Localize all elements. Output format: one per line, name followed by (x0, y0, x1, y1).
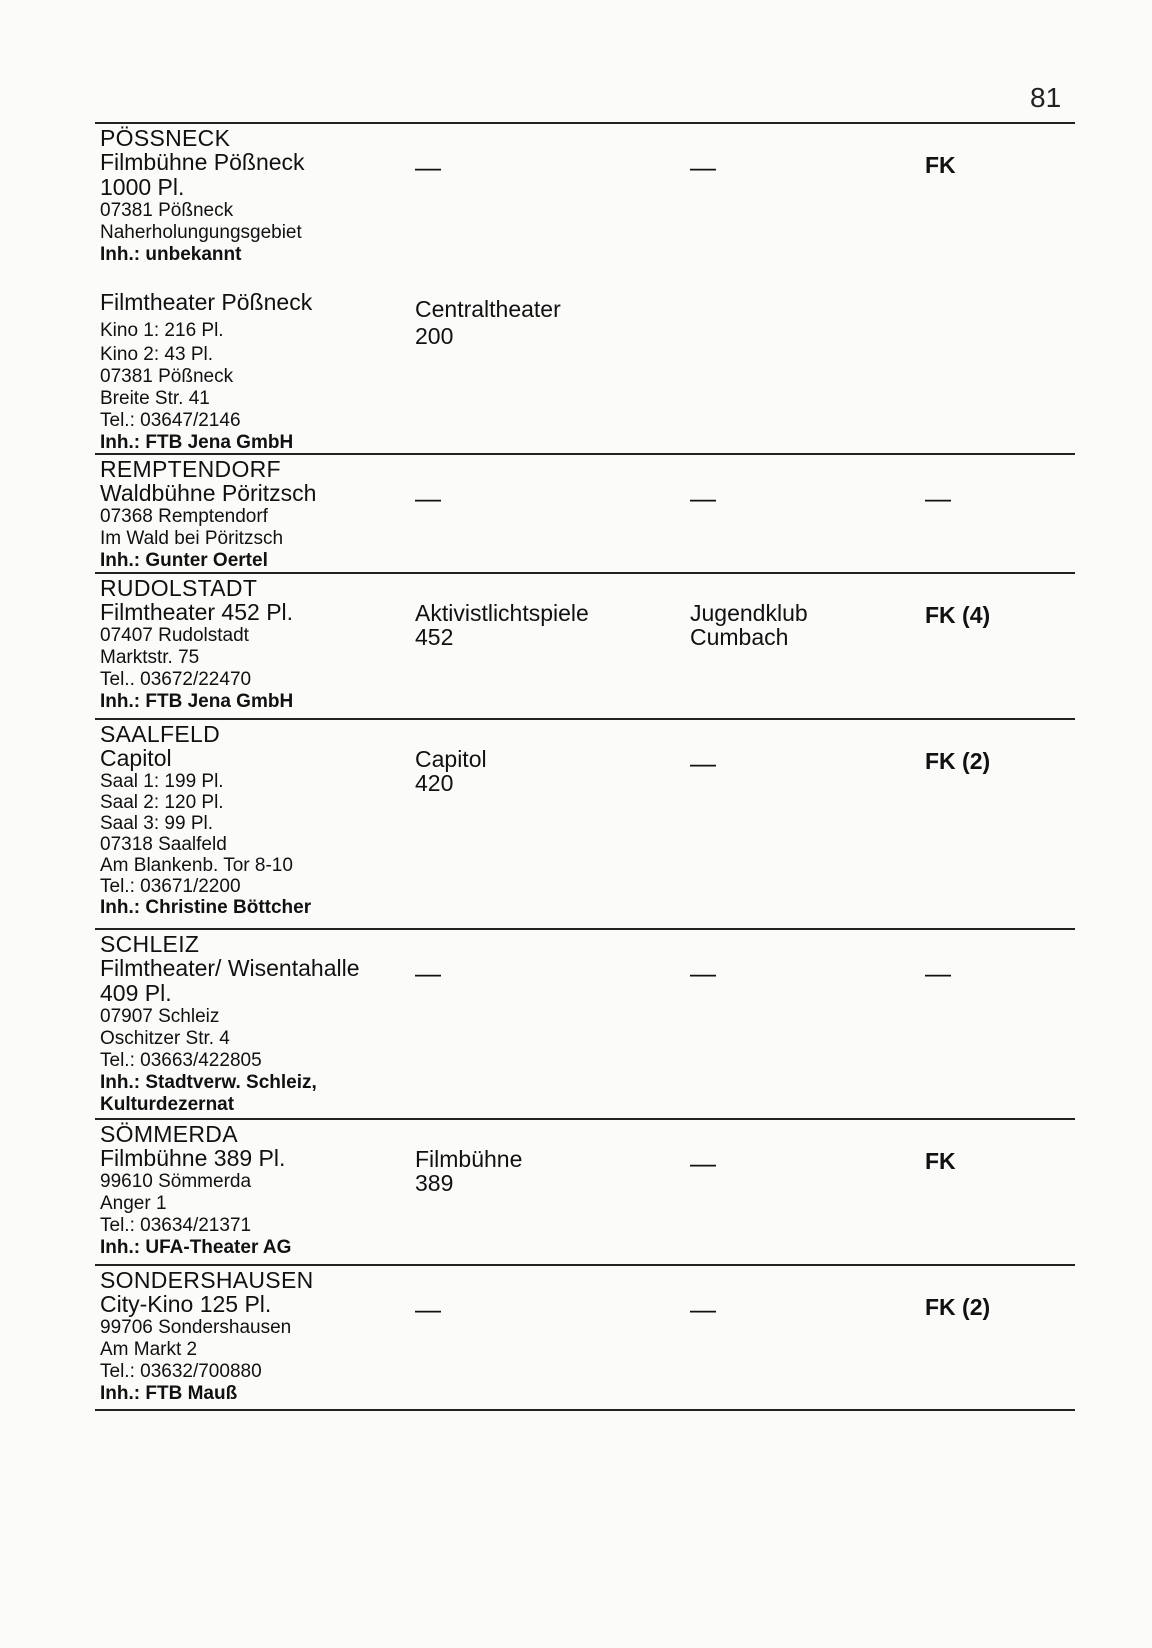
former-cinema-name: Filmbühne (415, 1146, 523, 1172)
owner-line: Inh.: FTB Jena GmbH (100, 432, 294, 453)
address-line: Naherholungungsgebiet (100, 222, 302, 243)
owner-line: Inh.: UFA-Theater AG (100, 1237, 292, 1258)
hall-line: Saal 1: 199 Pl. (100, 771, 224, 792)
entry-main-column (100, 576, 410, 713)
former-cinema (415, 601, 675, 649)
address-line: Im Wald bei Pöritzsch (100, 528, 284, 549)
cinema-name: Filmbühne Pößneck (100, 149, 305, 175)
col3-dash: — (690, 483, 716, 513)
other-venue-location: Cumbach (690, 624, 789, 650)
owner-line: Inh.: FTB Jena GmbH (100, 691, 294, 712)
entry-poessneck (95, 124, 1075, 455)
cinema-name: Capitol (100, 745, 172, 771)
former-cinema (415, 1147, 675, 1195)
col2-dash: — (415, 152, 441, 182)
col4-dash: — (925, 483, 951, 513)
address-line: 07381 Pößneck (100, 200, 234, 221)
phone-line: Tel.. 03672/22470 (100, 669, 252, 690)
cinema-name: Waldbühne Pöritzsch (100, 480, 317, 506)
entry-main-column (100, 932, 410, 1116)
town-name: PÖSSNECK (100, 125, 231, 151)
fk-mark: FK (2) (925, 748, 991, 774)
owner-line-continued: Kulturdezernat (100, 1094, 235, 1115)
cinema-name: Filmbühne 389 Pl. (100, 1145, 286, 1171)
address-line: Oschitzer Str. 4 (100, 1028, 230, 1049)
entry-sondershausen (95, 1266, 1075, 1411)
fk-mark: FK (4) (925, 602, 991, 628)
entry-soemmerda (95, 1120, 1075, 1266)
owner-line: Inh.: Christine Böttcher (100, 897, 312, 918)
seat-count: 409 Pl. (100, 980, 172, 1006)
phone-line: Tel.: 03671/2200 (100, 876, 241, 897)
phone-line: Tel.: 03663/422805 (100, 1050, 262, 1071)
col2-dash: — (415, 958, 441, 988)
entry-schleiz (95, 930, 1075, 1120)
owner-line: Inh.: FTB Mauß (100, 1383, 238, 1404)
former-cinema-seats: 420 (415, 770, 454, 796)
col3-dash: — (690, 152, 716, 182)
entry-main-column (100, 1268, 410, 1405)
town-name: RUDOLSTADT (100, 575, 258, 601)
seat-count: 1000 Pl. (100, 174, 185, 200)
former-cinema-seats: 200 (415, 323, 454, 349)
former-cinema-name: Capitol (415, 746, 487, 772)
address-line: Am Blankenb. Tor 8-10 (100, 855, 293, 876)
fk-mark: FK (2) (925, 1294, 991, 1320)
town-name: REMPTENDORF (100, 456, 281, 482)
address-line: 07907 Schleiz (100, 1006, 220, 1027)
address-line: 07318 Saalfeld (100, 834, 227, 855)
entry-remptendorf (95, 455, 1075, 574)
former-cinema-name: Aktivistlichtspiele (415, 600, 589, 626)
col3-dash: — (690, 748, 716, 778)
entry-main-column (100, 722, 410, 919)
town-name: SAALFELD (100, 721, 221, 747)
col4-dash: — (925, 958, 951, 988)
address-line: Am Markt 2 (100, 1339, 198, 1360)
cinema-name: City-Kino 125 Pl. (100, 1291, 272, 1317)
town-name: SCHLEIZ (100, 931, 200, 957)
col3-dash: — (690, 1294, 716, 1324)
entry-rudolstadt (95, 574, 1075, 720)
owner-line: Inh.: Stadtverw. Schleiz, (100, 1072, 317, 1093)
other-venue (690, 601, 890, 649)
former-cinema (415, 296, 675, 350)
entry-main-column (100, 457, 410, 572)
address-line: Marktstr. 75 (100, 647, 200, 668)
address-line: 07407 Rudolstadt (100, 625, 249, 646)
hall-line: Kino 1: 216 Pl. (100, 320, 224, 341)
town-name: SONDERSHAUSEN (100, 1267, 314, 1293)
former-cinema-name: Centraltheater (415, 296, 561, 322)
page-number: 81 (1030, 82, 1062, 113)
owner-line: Inh.: Gunter Oertel (100, 550, 268, 571)
address-line: 99610 Sömmerda (100, 1171, 252, 1192)
other-venue-name: Jugendklub (690, 600, 808, 626)
address-line: Breite Str. 41 (100, 388, 210, 409)
col3-dash: — (690, 958, 716, 988)
cinema-name: Filmtheater/ Wisentahalle (100, 955, 360, 981)
entry-main-column (100, 1122, 410, 1259)
phone-line: Tel.: 03632/700880 (100, 1361, 262, 1382)
address-line: 07381 Pößneck (100, 366, 234, 387)
owner-line: Inh.: unbekannt (100, 244, 242, 265)
col2-dash: — (415, 483, 441, 513)
phone-line: Tel.: 03634/21371 (100, 1215, 252, 1236)
address-line: 07368 Remptendorf (100, 506, 268, 527)
cinema-name: Filmtheater 452 Pl. (100, 599, 294, 625)
col2-dash: — (415, 1294, 441, 1324)
col3-dash: — (690, 1148, 716, 1178)
fk-mark: FK (925, 152, 956, 178)
address-line: Anger 1 (100, 1193, 167, 1214)
entry-main-column (100, 126, 410, 454)
town-name: SÖMMERDA (100, 1121, 238, 1147)
former-cinema-seats: 389 (415, 1170, 454, 1196)
hall-line: Saal 2: 120 Pl. (100, 792, 224, 813)
former-cinema (415, 747, 675, 795)
phone-line: Tel.: 03647/2146 (100, 410, 241, 431)
cinema-table (95, 122, 1075, 1411)
entry-saalfeld (95, 720, 1075, 930)
former-cinema-seats: 452 (415, 624, 454, 650)
hall-line: Kino 2: 43 Pl. (100, 344, 214, 365)
cinema-name: Filmtheater Pößneck (100, 289, 313, 315)
address-line: 99706 Sondershausen (100, 1317, 292, 1338)
hall-line: Saal 3: 99 Pl. (100, 813, 214, 834)
fk-mark: FK (925, 1148, 956, 1174)
